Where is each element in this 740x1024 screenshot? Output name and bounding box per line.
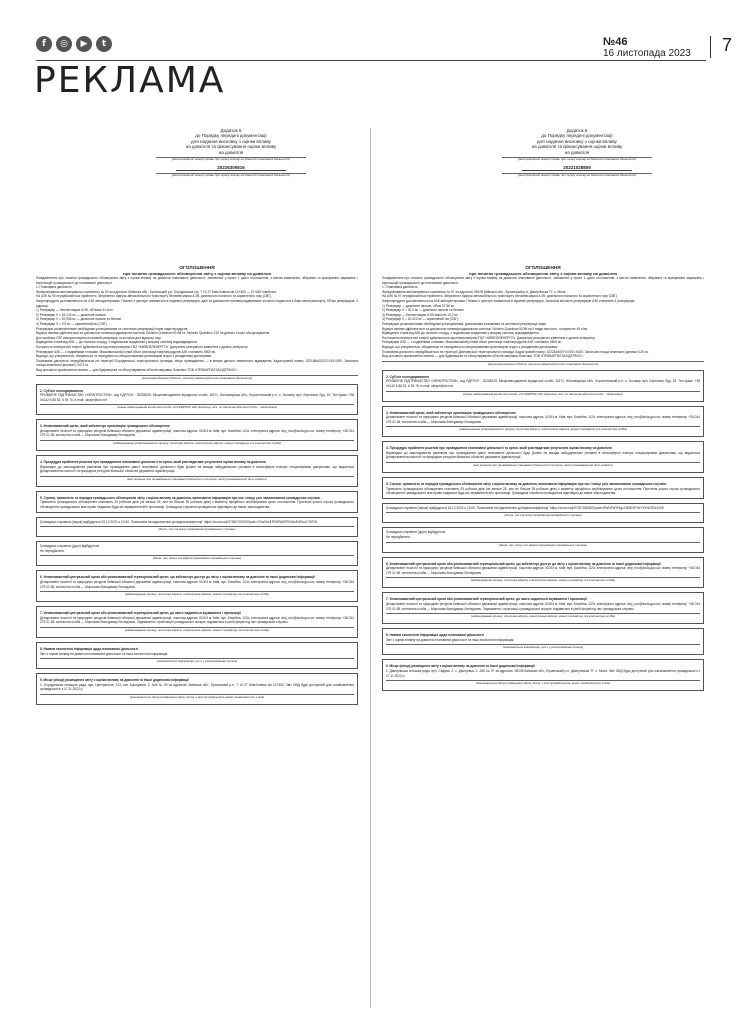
section-note: (зазначається інформація, що є у розпорядженні органу) — [40, 658, 354, 663]
annex-header: Додаток 5 до Порядку передачі документації для надання висновку з оцінки впливу на довкілля та фінансування оцінки впливу на довкілля — [185, 128, 277, 155]
section-text: Громадські слухання (другі) відбудуться Не передбачено — [386, 530, 446, 540]
registration-number: 20221028809 — [522, 165, 632, 171]
registration-number: 20226309816 — [176, 165, 286, 171]
notice-section — [382, 441, 704, 473]
section-text: Звіт з оцінки впливу на довкілля планованої діяльності та інша екологічна інформація. — [386, 637, 515, 642]
notice-paragraph: 4) Резервуар V = 9,9 м³ — скраплений газ (СВГ). — [36, 321, 108, 326]
page-header — [36, 35, 733, 60]
annex-block — [502, 128, 652, 178]
section-note: (вид рішення про провадження планованої діяльності та орган, який уповноважений його видати) — [386, 462, 700, 467]
section-heading: 9. Місце (місця) розміщення звіту з оцінки впливу на довкілля та іншої додаткової інформації — [40, 678, 189, 683]
section-note: (зазначається інформація, що є у розпорядженні органу) — [386, 644, 700, 649]
section-text: Департамент екології та природних ресурсів Київської обласної державної адміністрації, поштова адреса: 01004 м. Київ, вул. Басейна, 1/2А; електронна адреса: dep_eco@koda.gov.ua; номер телефону: +38 044 279 01 58; контактна особа — Морозова Володимир Леонідович. Зауваження і пропозиції громадськості можуть подаватися в усній формі під час громадських слухань. — [40, 615, 354, 625]
notice-paragraph: 4) Резервуар V = 20,022 м³ — скраплений газ (СВГ). — [382, 317, 460, 322]
twitter-icon[interactable]: t — [96, 36, 112, 52]
notice-section — [36, 570, 358, 602]
notice-section — [382, 477, 704, 499]
notice-paragraph: 1. Планована діяльність — [382, 285, 418, 290]
notice-section — [382, 527, 704, 552]
notice-section — [382, 370, 704, 402]
issue-info — [603, 36, 691, 60]
notice-paragraph: Нафтопродукти доставляються на АЗК автоцистернами. Паливо з цистерн зливається в підземні резервуари, далі за допомогою паливороздавальних колонок подається в баки автотранспорту. Об'єм резервуарів: 4 одиниці. — [36, 299, 358, 308]
section-note: (дата, час, місце та адреса проведення громадських слухань) — [386, 542, 700, 547]
section-text: Звіт з оцінки впливу на довкілля планованої діяльності та інша екологічна інформація. — [40, 651, 169, 656]
section-text: Департамент екології та природних ресурсів Київської обласної державної адміністрації, поштова адреса: 01004 м. Київ, вул. Басейна, 1/2А; електронна адреса: dep_eco@koda.gov.ua; номер телефону: +38 044 279 01 58; контактна особа — Морозова Володимир Леонідович. — [40, 428, 354, 438]
notice-section — [382, 628, 704, 655]
instagram-icon[interactable]: ◎ — [56, 36, 72, 52]
notice-subtitle: про початок громадського обговорення звіту з оцінки впливу на довкілля — [123, 271, 271, 277]
youtube-icon[interactable]: ▶ — [76, 36, 92, 52]
social-links — [36, 36, 112, 52]
section-heading: 2. Суб'єкт господарювання — [40, 388, 83, 393]
notice-section — [36, 673, 358, 705]
notice-paragraph: 1) Резервуар — бензин марки А-95, об'ємом 31,8 м³. — [36, 308, 114, 313]
section-text: 1. Дмитрівська сільська рада, вул. Садова, 2, с. Дмитрівка. 2. АЗК № 97 за адресою: 08105 Київська обл., Бучанський р-н, Дмитрівська ТГ, с. Мила. Звіт ОВД буде доступний для ознайомлення громадськості з 17.11.2023 р. — [386, 668, 700, 678]
page-number: 7 — [722, 35, 733, 55]
notice-column-right — [382, 128, 704, 1008]
notice-paragraph: Вид цільового призначення земель — для будівництва та обслуговування об'єктів заправки. Власник: ТОВ «ПРИКАРПАТЗАХІДТРАНС». — [382, 354, 584, 359]
section-heading: 3. Уповноважений орган, який забезпечує організацію громадського обговорення — [386, 410, 516, 415]
issue-number: №46 — [603, 36, 628, 48]
notice-paragraph: На АЗК № 97 передбачається прийняття, зберігання і відпуск автомобільного транспорту бензинів марки А-95, дизельного пального та скрапленого газу (СВГ). — [382, 294, 618, 299]
section-heading: 7. Уповноважений центральний орган або уповноважений територіальний орган, до якого надаються зауваження і пропозиції — [386, 597, 587, 602]
section-note: (дата, час, місце та адреса проведення громадських слухань) — [40, 555, 354, 560]
section-heading: 6. Уповноважений центральний орган або уповноважений територіальний орган, що забезпечує доступ до звіту з оцінки впливу на довкілля та іншої додаткової інформації — [40, 575, 315, 580]
notice-paragraph: Вид цільового призначення земель — для будівництва та обслуговування об'єктів заправки. Власник: ТОВ «ПРИКАРПАТЗАХІДТРАНС». — [36, 367, 238, 372]
notice-paragraph: 1) Резервуар — дизельне пальне, об'єм 57,58 м³. — [382, 303, 455, 308]
notice-section — [382, 659, 704, 691]
section-note: (найменування уповноваженого органу, поштова адреса, електронна адреса, номер телефону та контактна особа) — [40, 440, 354, 445]
section-heading: 8. Наявна екологічна інформація щодо планованої діяльності — [386, 633, 485, 638]
authority-note: (реєстраційний номер справи про оцінку впливу на довкілля планованої діяльності) — [156, 157, 306, 162]
registration-note: (реєстраційний номер справи про оцінку впливу на довкілля планованої діяльності) — [156, 173, 306, 178]
notice-paragraph: 2) Резервуар V = 16,134 м³ — дизельне пальне. — [36, 312, 107, 317]
notice-paragraph: Повідомлення про початок громадського обговорення звіту з оцінки впливу на довкілля планованої діяльності, зазначеної у пункті 1 цього оголошення, з метою виявлення, збирання та врахування зауважень і пропозицій громадськості до планованої діяльності. — [36, 276, 358, 285]
section-heading: 6. Уповноважений центральний орган або уповноважений територіальний орган, що забезпечує доступ до звіту з оцінки впливу на довкілля та іншої додаткової інформації — [386, 561, 661, 566]
section-text: Тривалість громадського обговорення становить 25 робочих днів (не менше 25, але не більше 35 робочих днів) з моменту офіційного опублікування цього оголошення. Протягом усього строку громадського обговорення громадськість має право подавати будь-які зауваження або пропозиції. Громадські слухання проводяться відповідно до вимог законодавства. — [386, 486, 700, 496]
section-note: (дата, час та місце проведення громадських слухань) — [40, 526, 354, 531]
notice-paragraph: Відходи, що утворюються, збираються та передаються спеціалізованим організаціям згідно з укладеними договорами. — [382, 344, 558, 349]
notice-section — [36, 419, 358, 451]
notice-paragraph: На АЗК № 90 передбачається прийняття, зберігання і відпуск автомобільного транспорту бензинів марки А-95, дизельного пального та скрапленого газу (СВГ). — [36, 294, 272, 299]
notice-section — [36, 517, 358, 538]
notice-paragraph: Функціонування автозаправного комплексу № 97 за адресою: 08105 Київська обл., Бучанський р-н, Дмитрівська ТГ, с. Мила. — [382, 289, 567, 294]
section-note: (повне найменування юридичної особи, код ЄДРПОУ або прізвище, ім'я, по батькові фізичної особи - підприємця) — [386, 391, 700, 396]
registration-note: (реєстраційний номер справи про оцінку впливу на довкілля планованої діяльності) — [502, 173, 652, 178]
section-text: Департамент екології та природних ресурсів Київської обласної державної адміністрації, поштова адреса: 01004 м. Київ, вул. Басейна, 1/2А; електронна адреса: dep_eco@koda.gov.ua; номер телефону: +38 044 279 01 58; контактна особа — Морозова Володимир Леонідович. — [386, 415, 700, 424]
section-text: 1. Бородянська селищна рада, вул. Центральна, 313, смт Бородянка. 2. АЗК № 90 за адресою: Київська обл., Бучанський р-н, Т 10 27 Київ-Ковель км 12+363. Звіт ОВД буде доступний для ознайомлення громадськості з 17.11.2023 р. — [40, 682, 354, 692]
section-text: Відповідно до законодавства рішенням про провадження даної планованої діяльності буде Дозвіл на викиди забруднюючих речовин в атмосферне повітря стаціонарними джерелами, що видається Департаментом екології та природних ресурсів Київської обласної державної адміністрації. — [40, 464, 354, 474]
facebook-icon[interactable]: f — [36, 36, 52, 52]
section-text: Громадські слухання (перші) відбудуться 20.12.2023 о 12:00. Посилання на підключення до відеоконференції: https://zoom.us/j/97960743290?pwd=YOwOnUlTFNPk5XFfXlJdvFnPkoU7I0F09 — [40, 519, 318, 524]
section-text: Громадські слухання (перші) відбудуться 18.12.2023 о 12:00. Посилання на підключення до відеоконференції: https://zoom.us/j/97307525363?pwd=RWUFeDF4gcY5NEGFVeYXVhlZSDrZv09 — [386, 505, 664, 510]
notice-paragraph: Постачання електричної енергії здійснюється від електромережі ПАТ «КИЇВОБЛЕНЕРГО». Джерелом резервного живлення є дизель-генератор. — [382, 335, 596, 340]
annex-block — [156, 128, 306, 178]
section-note: (найменування органу, поштова адреса, електронна адреса, номер телефону та контактна особа) — [386, 613, 700, 618]
notice-paragraph: Відпуск палива здійснюється за допомогою паливороздавальних колонок Tokheim Quantium 510M на 5 видів пального, потужністю 45 л/хв. — [382, 326, 588, 331]
field-note: (місцезнаходження об'єкта, технічні характеристики планованої діяльності) — [382, 361, 704, 366]
notice-paragraph: 3) Резервуар — бензин марки А-95 ємністю 19,2 м³. — [382, 312, 459, 317]
section-text: ПРИВАТНЕ ПІДПРИЄМСТВО «УКРАПРОСТЕМ», код ЄДРПОУ - 32285225. Місцезнаходження юридичної особи: 11571, Житомирська обл., Коростенський р-н, с. Ушомир, вул. Березова, буд. 15. Тел./факс: +38 04142 6 88 52, 6 94 76, e-mail: ukrapr@ukr.net — [40, 393, 354, 402]
notice-section — [36, 455, 358, 487]
column-divider — [370, 128, 371, 1008]
section-text: Департамент екології та природних ресурсів Київської обласної державної адміністрації, поштова адреса: 01004 м. Київ, вул. Басейна, 1/2А; електронна адреса: dep_eco@koda.gov.ua; номер телефону: +38 044 279 01 58; контактна особа — Морозова Володимир Леонідович. — [40, 580, 354, 589]
section-heading: 4. Процедура прийняття рішення про провадження планованої діяльності та орган, який розглядатиме результати оцінки впливу на довкілля — [386, 446, 612, 451]
notice-paragraph: Нафтопродукти доставляються на АЗК автоцистернами. Паливо з цистерн зливається в підземні резервуари. Загальна місткість резервуарів АЗК становить 4 резервуари: — [382, 299, 636, 303]
section-note: (зазначаються місця розміщення звіту, дата, з якої громадськість може ознайомитися з ним) — [386, 680, 700, 685]
notice-paragraph: 2) Резервуар V = 20,3 м³ — дизельне пальне та бензин. — [382, 308, 465, 313]
notice-section — [36, 606, 358, 638]
notice-paragraph: Резервуари укомплектовані необхідним устаткуванням, дихальними клапанами та системою рекуперації парів. — [382, 321, 547, 326]
notice-paragraph: Планована діяльність передбачається на території Дмитрівської територіальної громади. Кадастровий номер: 3222484007:04:001:0020. Загальна площа земельної ділянки 0,25 га. — [382, 349, 649, 354]
section-heading: 5. Строки, тривалість та порядок громадського обговорення звіту з оцінки впливу на довкілля, включаючи інформацію про час і місце усіх запланованих громадських слухань — [386, 482, 667, 487]
section-note: (зазначаються місця розміщення звіту, дата, з якої громадськість може ознайомитися з ним) — [40, 694, 354, 699]
section-note: (найменування органу, поштова адреса, електронна адреса, номер телефону та контактна особа) — [386, 577, 700, 582]
notice-paragraph: Відходи, що утворюються, збираються та передаються спеціалізованим організаціям згідно з укладеними договорами. — [36, 354, 212, 359]
field-note: (місцезнаходження об'єкта, технічні характеристики планованої діяльності) — [36, 375, 358, 380]
notice-section — [36, 491, 358, 513]
notice-section — [382, 406, 704, 438]
notice-section — [382, 592, 704, 624]
section-title: РЕКЛАМА — [34, 60, 226, 101]
notice-paragraph: Потужність електричної енергії здійснюється від електромережі ПАТ «КИЇВОБЛЕНЕРГО». Джерелом резервного живлення є дизель-генератор. — [36, 344, 249, 349]
section-text: Департамент екології та природних ресурсів Київської обласної державної адміністрації, поштова адреса: 01004 м. Київ, вул. Басейна, 1/2А; електронна адреса: dep_eco@koda.gov.ua; номер телефону: +38 044 279 01 58; контактна особа — Морозова Володимир Леонідович. — [386, 566, 700, 575]
notice-section — [36, 642, 358, 669]
notice-title: ОГОЛОШЕННЯ — [525, 266, 561, 272]
notice-paragraph: Відпуск палива здійснюється за допомогою паливороздавальних колонок Tokheim Quantium 510M та Tokheim Quantium 210 на дев'ять сторін обслуговування. — [36, 331, 271, 336]
section-heading: 2. Суб'єкт господарювання — [386, 374, 429, 379]
notice-section — [36, 541, 358, 566]
notice-paragraph: Відведення стоків від АЗК — до очисних споруд, з подальшим скиданням у місцеву систему водовідведення. — [36, 340, 198, 345]
notice-paragraph: 1. Планована діяльність — [36, 285, 72, 290]
section-heading: 5. Строки, тривалість та порядок громадського обговорення звіту з оцінки впливу на довкілля, включаючи інформацію про час і місце усіх запланованих громадських слухань — [40, 495, 321, 500]
notice-title: ОГОЛОШЕННЯ — [179, 266, 215, 272]
section-text: Департамент екології та природних ресурсів Київської обласної державної адміністрації, поштова адреса: 01004 м. Київ, вул. Басейна, 1/2А; електронна адреса: dep_eco@koda.gov.ua; номер телефону: +38 044 279 01 58; контактна особа — Морозова Володимир Леонідович. Зауваження і пропозиції громадськості можуть подаватися в усній формі під час громадських слухань. — [386, 602, 700, 611]
section-heading: 7. Уповноважений центральний орган або уповноважений територіальний орган, до якого надаються зауваження і пропозиції — [40, 611, 241, 616]
notice-section — [382, 503, 704, 524]
section-note: (найменування органу, поштова адреса, електронна адреса, номер телефону та контактна особа) — [40, 591, 354, 596]
section-text: Громадські слухання (другі) відбудуться Не передбачено — [40, 544, 100, 553]
section-note: (найменування органу, поштова адреса, електронна адреса, номер телефону та контактна особа) — [40, 627, 354, 632]
issue-date: 16 листопада 2023 — [603, 48, 691, 59]
notice-paragraph: Для прийому СВГ використовується газовий резервуар та колонка для відпуску газу. — [36, 335, 162, 340]
notice-paragraph: Резервуари АЗК — з подвійними стінками. Максимальний річний обсяг реалізації нафтопродуктів АЗК становить 5500 м³. — [36, 349, 217, 354]
section-text: Тривалість громадського обговорення становить 25 робочих днів (не менше 25, але не більше 35 робочих днів) з моменту офіційного опублікування цього оголошення. Протягом усього строку громадського обговорення громадськість має право подавати будь-які зауваження або пропозиції. Громадські слухання проводяться відповідно до вимог законодавства. — [40, 500, 354, 510]
section-heading: 4. Процедура прийняття рішення про провадження планованої діяльності та орган, який розглядатиме результати оцінки впливу на довкілля — [40, 460, 266, 465]
notice-column-left — [36, 128, 358, 1008]
notice-section — [36, 384, 358, 416]
notice-paragraph: 3) Резервуар V = 52,996 м³ — дизельне пальне та бензин. — [36, 317, 122, 322]
header-divider — [710, 36, 711, 58]
notice-paragraph: Повідомлення про початок громадського обговорення звіту з оцінки впливу на довкілля планованої діяльності, зазначеної у пункті 1 цього оголошення, з метою виявлення, збирання та врахування зауважень і пропозицій громадськості до планованої діяльності. — [382, 276, 704, 285]
notice-subtitle: про початок громадського обговорення звіту з оцінки впливу на довкілля — [469, 271, 617, 277]
notice-section — [382, 557, 704, 589]
notice-paragraph: Функціонування автозаправного комплексу № 90 за адресою: Київська обл., Бучанський р-н, Бородянська с/р, Т 10 27 Київ-Ковель км 12+363 — 12+652 лівобічно. — [36, 289, 277, 294]
notice-paragraph: Резервуари укомплектовані необхідним устаткуванням та системою рекуперації парів нафтопродуктів. — [36, 326, 189, 331]
section-heading: 9. Місце (місця) розміщення звіту з оцінки впливу на довкілля та іншої додаткової інформації — [386, 664, 535, 669]
authority-note: (реєстраційний номер справи про оцінку впливу на довкілля планованої діяльності) — [502, 157, 652, 162]
section-note: (найменування уповноваженого органу, поштова адреса, електронна адреса, номер телефону та контактна особа) — [386, 426, 700, 431]
notice-paragraph: Планована діяльність передбачається на території Бородянської територіальної громади, місце провадження — в межах діючого земельного відведення. Кадастровий номер: 3221884402:02:015:0093. Загальна площа земельної ділянки 0,3472 га. — [36, 358, 358, 368]
section-text: Відповідно до законодавства рішенням про провадження даної планованої діяльності буде Дозвіл на викиди забруднюючих речовин в атмосферне повітря стаціонарними джерелами, що видається Департаментом екології та природних ресурсів Київської обласної державної адміністрації. — [386, 450, 700, 460]
annex-header: Додаток 5 до Порядку передачі документації для надання висновку з оцінки впливу на довкілля та фінансування оцінки впливу на довкілля — [531, 128, 623, 155]
section-heading: 3. Уповноважений орган, який забезпечує організацію громадського обговорення — [40, 424, 170, 429]
section-note: (дата, час та місце проведення громадських слухань) — [386, 512, 700, 517]
section-note: (повне найменування юридичної особи, код ЄДРПОУ або прізвище, ім'я, по батькові фізичної особи - підприємця) — [40, 404, 354, 409]
notice-paragraph: Відведення стоків від АЗК до очисних споруд, з подальшим скиданням у місцеву систему водовідведення. — [382, 331, 540, 336]
notice-paragraph: Резервуари АЗК — з подвійними стінками. Максимальний річний обсяг реалізації нафтопродуктів АЗК становить 5500 м³. — [382, 340, 563, 345]
section-text: ПРИВАТНЕ ПІДПРИЄМСТВО «УКРАПРОСТЕМ», код ЄДРПОУ - 32285225. Місцезнаходження юридичної особи: 11571, Житомирська обл., Коростенський р-н, с. Ушомир, вул. Березова, буд. 15. Тел./факс: +38 04142 6 88 52, 6 94 76, e-mail: ukrapr@ukr.net — [386, 379, 700, 388]
section-heading: 8. Наявна екологічна інформація щодо планованої діяльності — [40, 646, 139, 651]
section-note: (вид рішення про провадження планованої діяльності та орган, який уповноважений його видати) — [40, 476, 354, 481]
